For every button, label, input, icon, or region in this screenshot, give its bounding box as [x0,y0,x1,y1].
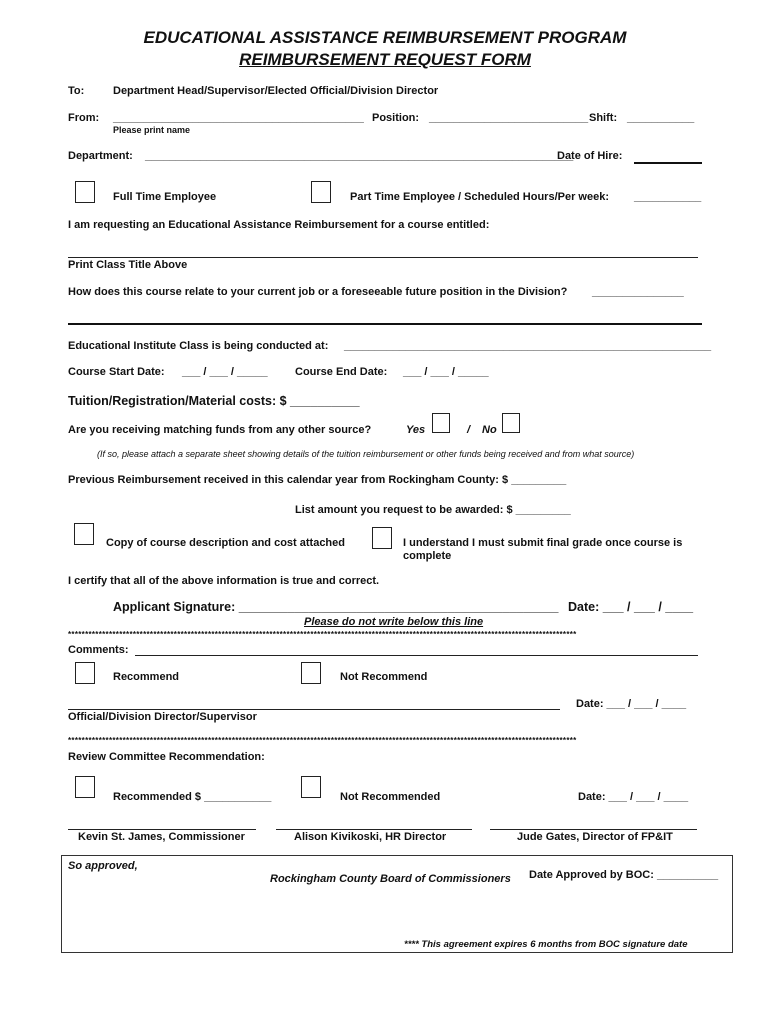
to-label: To: [68,85,85,97]
matching-funds-note: (If so, please attach a separate sheet showing details of the tuition reimbursement or other funds being received and from what source) [97,449,635,459]
date-of-hire-label: Date of Hire: [557,150,623,162]
signer-3-line[interactable] [490,829,697,830]
position-label: Position: [372,112,420,124]
department-field[interactable]: ______________________________________________________________________ [145,150,574,162]
institute-field[interactable]: ____________________________________________________________ [344,340,712,352]
course-start-label: Course Start Date: [68,366,165,378]
relation-field[interactable]: _______________ [592,286,684,298]
no-label: No [482,424,497,436]
applicant-signature-field[interactable]: Applicant Signature: ______________________________________________ [113,600,559,614]
applicant-date-field[interactable]: Date: ___ / ___ / ____ [568,600,694,614]
relation-question: How does this course relate to your current job or a foreseeable future position in the Division? [68,286,568,298]
part-time-checkbox[interactable] [311,181,331,203]
print-class-title-label: Print Class Title Above [68,259,188,271]
recommend-checkbox[interactable] [75,662,95,684]
expires-note: **** This agreement expires 6 months from BOC signature date [404,939,688,950]
matching-funds-question: Are you receiving matching funds from any other source? [68,424,372,436]
so-approved-label: So approved, [68,860,138,872]
institute-label: Educational Institute Class is being conducted at: [68,340,329,352]
final-grade-checkbox[interactable] [372,527,392,549]
department-label: Department: [68,150,133,162]
part-time-label: Part Time Employee / Scheduled Hours/Per week: [350,191,609,203]
signer-hr-director: Alison Kivikoski, HR Director [294,831,447,843]
course-end-field[interactable]: ___ / ___ / _____ [403,366,489,378]
final-grade-label-1: I understand I must submit final grade once course is [403,537,683,549]
course-end-label: Course End Date: [295,366,388,378]
official-signature-line[interactable] [68,709,560,710]
full-time-checkbox[interactable] [75,181,95,203]
relation-field-line[interactable] [68,323,702,325]
recommend-label: Recommend [113,671,180,683]
shift-label: Shift: [589,112,618,124]
signer-fpit-director: Jude Gates, Director of FP&IT [517,831,673,843]
no-checkbox[interactable] [502,413,520,433]
class-title-field[interactable] [68,257,698,258]
board-label: Rockingham County Board of Commissioners [270,873,511,885]
final-grade-label-2: complete [403,550,452,562]
to-value: Department Head/Supervisor/Elected Official/Division Director [113,85,439,97]
review-committee-label: Review Committee Recommendation: [68,751,265,763]
shift-field[interactable]: ___________ [627,112,695,124]
requesting-text: I am requesting an Educational Assistance Reimbursement for a course entitled: [68,219,490,231]
recommended-checkbox[interactable] [75,776,95,798]
comments-label: Comments: [68,644,129,656]
yes-no-slash: / [467,424,471,436]
signer-2-line[interactable] [276,829,472,830]
divider-stars-2: ***************************************************************************************************************************************************** [68,736,577,745]
hours-per-week-field[interactable]: ___________ [634,191,702,203]
signer-1-line[interactable] [68,829,256,830]
previous-reimbursement-field[interactable]: Previous Reimbursement received in this calendar year from Rockingham County: $ _________ [68,474,567,486]
date-approved-field[interactable]: Date Approved by BOC: __________ [529,869,719,881]
yes-label: Yes [406,424,426,436]
course-start-field[interactable]: ___ / ___ / _____ [182,366,268,378]
tuition-costs-field[interactable]: Tuition/Registration/Material costs: $ __________ [68,394,360,408]
full-time-label: Full Time Employee [113,191,217,203]
not-recommend-label: Not Recommend [340,671,428,683]
divider-stars-1: ***************************************************************************************************************************************************** [68,630,577,639]
form-subtitle: REIMBURSEMENT REQUEST FORM [239,50,531,69]
course-description-checkbox[interactable] [74,523,94,545]
official-label: Official/Division Director/Supervisor [68,711,257,723]
comments-field[interactable] [135,655,698,656]
not-recommended-checkbox[interactable] [301,776,321,798]
do-not-write-note: Please do not write below this line [304,616,484,628]
official-date-field[interactable]: Date: ___ / ___ / ____ [576,698,687,710]
review-date-field[interactable]: Date: ___ / ___ / ____ [578,791,689,803]
course-description-label: Copy of course description and cost attached [106,537,345,549]
form-title: EDUCATIONAL ASSISTANCE REIMBURSEMENT PROGRAM [143,28,627,47]
date-of-hire-field[interactable] [634,162,702,164]
yes-checkbox[interactable] [432,413,450,433]
certify-text: I certify that all of the above information is true and correct. [68,575,380,587]
not-recommended-label: Not Recommended [340,791,441,803]
position-field[interactable]: __________________________ [429,112,589,124]
recommended-amount-field[interactable]: Recommended $ ___________ [113,791,272,803]
request-amount-field[interactable]: List amount you request to be awarded: $ _________ [295,504,571,516]
not-recommend-checkbox[interactable] [301,662,321,684]
from-label: From: [68,112,100,124]
from-name-field[interactable]: _________________________________________ [113,112,364,124]
print-name-note: Please print name [113,125,191,135]
signer-commissioner: Kevin St. James, Commissioner [78,831,245,843]
